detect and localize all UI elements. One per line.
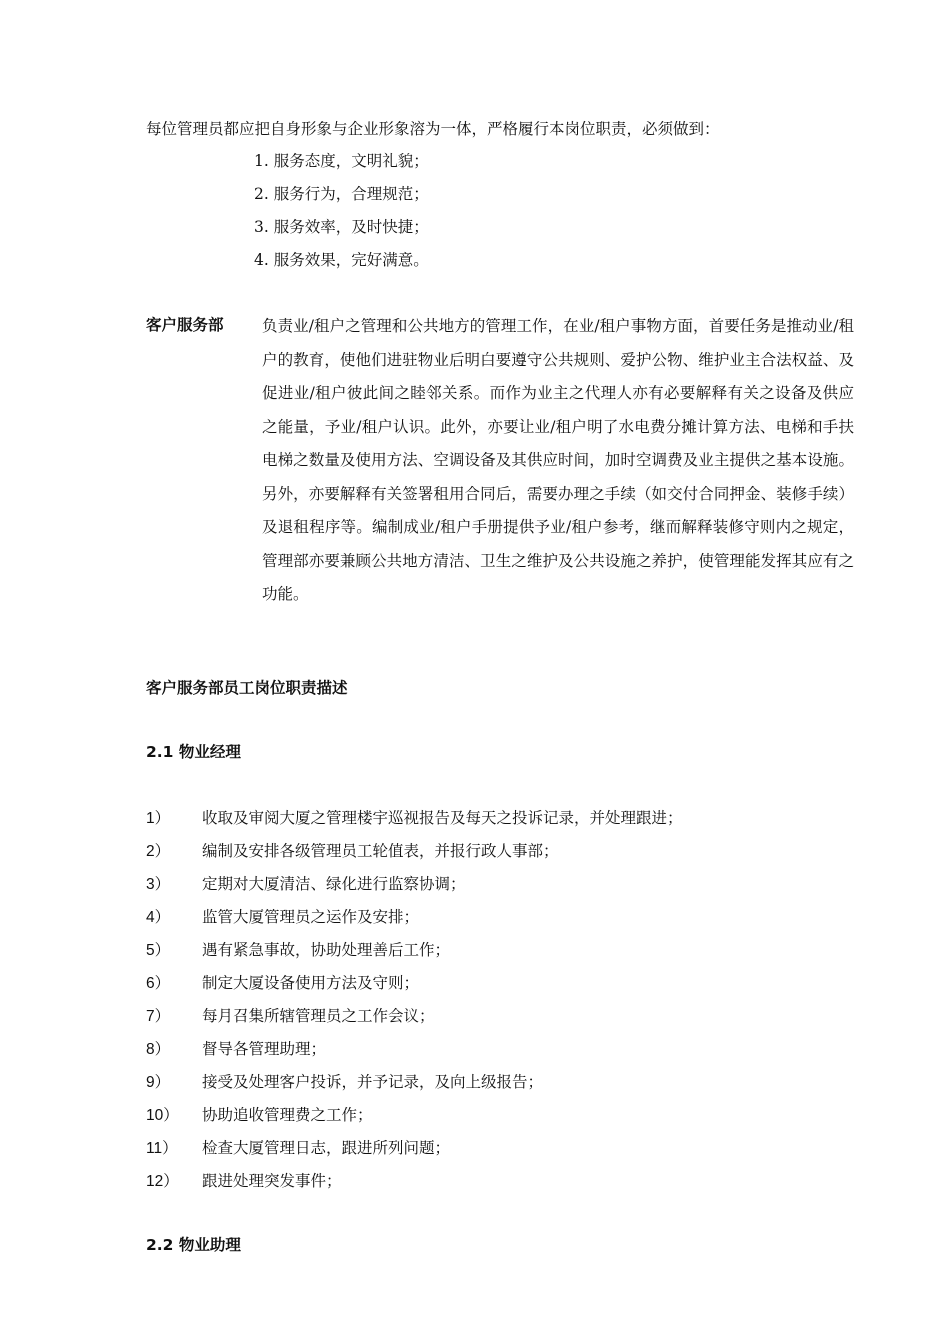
item-text: 遇有紧急事故，协助处理善后工作； — [202, 941, 451, 959]
item-text: 监管大厦管理员之运作及安排； — [202, 908, 420, 926]
item-number: 8） — [146, 1041, 171, 1058]
list-item — [146, 839, 559, 861]
section-heading-property-assistant: 2.2 物业助理 — [146, 1236, 241, 1254]
list-item — [146, 905, 419, 927]
list-item: 3. 服务效率，及时快捷； — [254, 218, 429, 236]
item-text: 跟进处理突发事件； — [202, 1172, 342, 1190]
list-item — [146, 1136, 450, 1158]
item-number: 3） — [146, 876, 171, 893]
item-number: 1） — [146, 810, 171, 827]
list-item: 2. 服务行为，合理规范； — [254, 185, 429, 203]
section-heading-property-manager: 2.1 物业经理 — [146, 743, 241, 761]
list-item — [146, 938, 450, 960]
item-text: 制定大厦设备使用方法及守则； — [202, 974, 420, 992]
list-item — [146, 1169, 342, 1191]
list-item — [146, 1037, 326, 1059]
item-number: 12） — [146, 1173, 179, 1190]
list-item: 1. 服务态度，文明礼貌； — [254, 152, 429, 170]
item-number: 10） — [146, 1107, 179, 1124]
item-number: 7） — [146, 1008, 171, 1025]
department-description: 负责业/租户之管理和公共地方的管理工作，在业/租户事物方面，首要任务是推动业/租户的教育，使他们进驻物业后明白要遵守公共规则、爱护公物、维护业主合法权益、及促进业/租户彼此间之睦邻关系。而作为业主之代理人亦有必要解释有关之设备及供应之能量，予业/租户认识。此外，亦要让业/租户明了水电费分摊计算方法、电梯和手扶电梯之数量及使用方法、空调设备及其供应时间，加时空调费及业主提供之基本设施。另外，亦要解释有关签署租用合同后，需要办理之手续（如交付合同押金、装修手续）及退租程序等。编制成业/租户手册提供予业/租户参考，继而解释装修守则内之规定，管理部亦要兼顾公共地方清洁、卫生之维护及公共设施之养护，使管理能发挥其应有之功能。 — [262, 317, 854, 603]
list-item — [146, 806, 683, 828]
item-text: 督导各管理助理； — [202, 1040, 327, 1058]
item-number: 4） — [146, 909, 171, 926]
list-item — [146, 1004, 435, 1026]
item-number: 5） — [146, 942, 171, 959]
list-item — [146, 1070, 543, 1092]
intro-paragraph: 每位管理员都应把自身形象与企业形象溶为一体，严格履行本岗位职责，必须做到： — [146, 120, 720, 138]
item-text: 检查大厦管理日志，跟进所列问题； — [202, 1139, 451, 1157]
item-number: 2） — [146, 843, 171, 860]
item-text: 收取及审阅大厦之管理楼宇巡视报告及每天之投诉记录，并处理跟进； — [202, 809, 683, 827]
list-item: 4. 服务效果，完好满意。 — [254, 251, 429, 269]
duties-title: 客户服务部员工岗位职责描述 — [146, 679, 348, 697]
list-item — [146, 971, 419, 993]
list-item — [146, 872, 466, 894]
item-number: 9） — [146, 1074, 171, 1091]
item-number: 11） — [146, 1140, 178, 1157]
item-text: 定期对大厦清洁、绿化进行监察协调； — [202, 875, 466, 893]
list-item — [146, 1103, 373, 1125]
item-text: 每月召集所辖管理员之工作会议； — [202, 1007, 435, 1025]
department-label: 客户服务部 — [146, 316, 224, 334]
item-text: 编制及安排各级管理员工轮值表，并报行政人事部； — [202, 842, 559, 860]
item-text: 协助追收管理费之工作； — [202, 1106, 373, 1124]
item-text: 接受及处理客户投诉，并予记录，及向上级报告； — [202, 1073, 544, 1091]
item-number: 6） — [146, 975, 171, 992]
